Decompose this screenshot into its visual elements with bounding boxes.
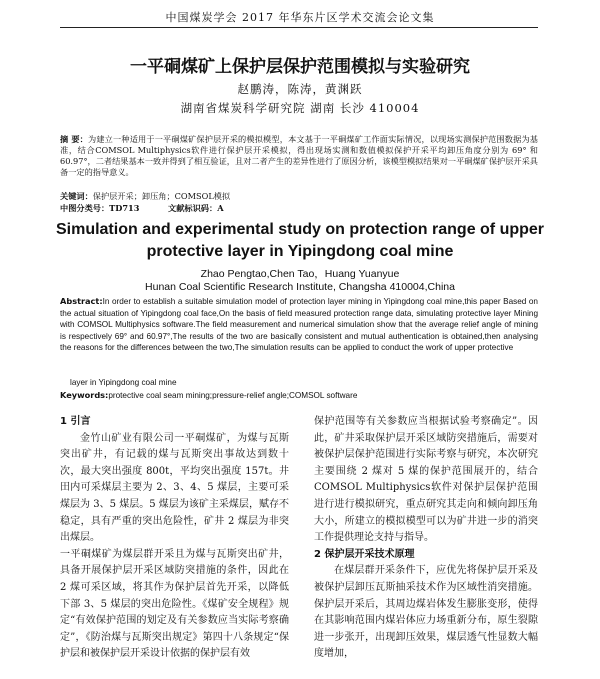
body-paragraph: 保护范围等有关参数应当根据试验考察确定”。因此，矿井采取保护层开采区域防突措施后，需要对被保护层保护范围进行实际考察与研究，本次研究主要围绕 2 煤对 5 煤的保护范围展开的，结合 COMSOL Multiphysics软件对保护层保护范围进行进行模拟研究，重点研究其走向和倾向卸压角大小，所建立的模拟模型可以为矿井进一步的消突工作提供理论支持与指导。 [314, 416, 538, 544]
running-header: 中国煤炭学会 2017 年华东片区学术交流会论文集 [165, 11, 435, 24]
english-keywords [60, 390, 538, 400]
chinese-authors: 赵鹏涛，陈涛，黄渊跃 [237, 82, 363, 96]
english-authors: Zhao Pengtao,Chen Tao，Huang Yuanyue [200, 268, 400, 280]
section-heading-principle: 2 保护层开采技术原理 [314, 548, 415, 560]
english-abstract-text: In order to establish a suitable simulation model of protection layer mining in Yipingdong coal mine,this paper Based on the actual situation of Yipingdong coal face,On the basis of field measured protection range data, simulating protective layer Mining with COMSOL Multiphysics software.The field measurement and numerical simulation show that the average relief angle of mining is respectively 69° and 60.97°,The results of the two are basically consistent and mutual authentication is obtained,then analysing the reasons for the differences between the two,The simulation results can be applied to conduct the work of upper protective [60, 297, 538, 352]
english-title: Simulation and experimental study on protection range of upper protective layer in Yipingdong coal mine [55, 221, 545, 260]
body-column-left [60, 414, 289, 663]
english-affiliation: Hunan Coal Scientific Research Institute, Changsha 410004,China [145, 281, 455, 293]
english-keywords-text: protective coal seam mining;pressure-relief angle;COMSOL software [108, 391, 358, 400]
chinese-keywords [60, 191, 538, 202]
chinese-abstract-text: 为建立一种适用于一平硐煤矿保护层开采的模拟模型，本文基于一平硐煤矿工作面实际情况，以现场实测保护范围数据为基准，结合COMSOL Multiphysics软件进行保护层开采模拟，得出现场实测和数值模拟保护开采平均卸压角度分别为 69° 和 60.97°，二者结果基本一致并得到了相互验证，且对二者产生的差异性进行了原因分析，该模型模拟结果对一平硐煤矿保护层开采具备一定的指导意义。 [60, 134, 538, 177]
body-paragraph: 在煤层群开采条件下，应优先将保护层开采及被保护层卸压瓦斯抽采技术作为区域性消突措施。保护层开采后，其周边煤岩体发生膨胀变形，使得在其影响范围内煤岩体应力场重新分布，原生裂隙进一步张开，出现卸压效果，煤层透气性显数大幅度增加， [314, 565, 538, 660]
classification-number: 中图分类号：TD713 [60, 203, 140, 213]
english-abstract-tail: layer in Yipingdong coal mine [70, 378, 177, 387]
body-column-right [314, 414, 538, 663]
chinese-abstract-label: 摘 要： [60, 134, 89, 144]
header-rule [60, 27, 538, 28]
chinese-keywords-text: 保护层开采；卸压角；COMSOL模拟 [92, 191, 231, 201]
document-code: 文献标识码：A [168, 203, 224, 213]
chinese-affiliation: 湖南省煤炭科学研究院 湖南 长沙 410004 [180, 101, 420, 115]
chinese-keywords-label: 关键词： [60, 191, 93, 201]
chinese-abstract [60, 134, 538, 178]
body-paragraph: 金竹山矿业有限公司一平硐煤矿，为煤与瓦斯突出矿井，有记载的煤与瓦斯突出事故达到数十次，最大突出强度 800t，平均突出强度 157t。井田内可采煤层主要为 2、3、4、5 煤层，主要可采煤层为 3、5 煤层。5 煤层为该矿主采煤层，赋存不稳定，具有严重的突出危险性，矿井 2 煤层为非突出煤层。 [60, 432, 289, 544]
english-abstract-label: Abstract: [60, 296, 103, 306]
section-heading-introduction: 1 引言 [60, 416, 91, 427]
body-paragraph: 一平硐煤矿为煤层群开采且为煤与瓦斯突出矿井，具备开展保护层开采区域防突措施的条件，因此在 2 煤可采区域，将其作为保护层首先开采，以降低下部 3、5 煤层的突出危险性。《煤矿安全规程》规定“有效保护范围的划定及有关参数应当实际考察确定”，《防治煤与瓦斯突出规定》第四十八条规定“保护层和被保护层开采设计依据的保护层有效 [60, 548, 289, 660]
chinese-title: 一平硐煤矿上保护层保护范围模拟与实验研究 [130, 57, 470, 77]
english-keywords-label: Keywords: [60, 390, 109, 400]
english-abstract [60, 296, 538, 354]
classification-line [60, 203, 538, 214]
